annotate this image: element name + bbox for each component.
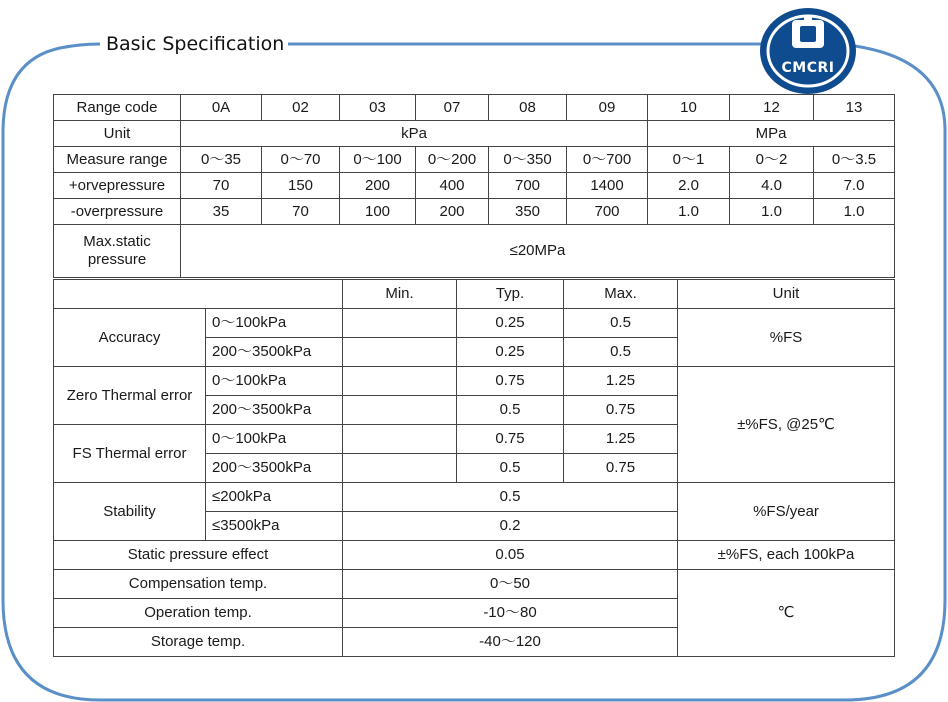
range-code-label: Range code <box>54 95 181 121</box>
fs-thermal-label: FS Thermal error <box>54 425 206 483</box>
measure-range-row <box>54 147 895 173</box>
stability-value: 0.2 <box>343 512 678 541</box>
header-max: Max. <box>564 280 678 309</box>
overpressure-minus-row <box>54 199 895 225</box>
code-cell: 09 <box>567 95 648 121</box>
min-cell <box>343 425 457 454</box>
unit-mpa: MPa <box>648 121 895 147</box>
accuracy-label: Accuracy <box>54 309 206 367</box>
temp-unit: ℃ <box>678 570 895 657</box>
spec-header-row <box>54 280 895 309</box>
typ-cell: 0.75 <box>457 367 564 396</box>
measure-label: Measure range <box>54 147 181 173</box>
max-cell: 0.75 <box>564 396 678 425</box>
spec-table <box>53 279 895 657</box>
measure-cell: 0～1 <box>648 147 730 173</box>
static-effect-row <box>54 541 895 570</box>
minus-cell: 700 <box>567 199 648 225</box>
plus-cell: 200 <box>340 173 416 199</box>
plus-cell: 7.0 <box>814 173 895 199</box>
minus-cell: 350 <box>489 199 567 225</box>
minus-cell: 200 <box>416 199 489 225</box>
max-static-row <box>54 225 895 278</box>
header-min: Min. <box>343 280 457 309</box>
min-cell <box>343 396 457 425</box>
max-cell: 0.5 <box>564 309 678 338</box>
operation-value: -10～80 <box>343 599 678 628</box>
measure-cell: 0～200 <box>416 147 489 173</box>
plus-cell: 150 <box>262 173 340 199</box>
minus-label: -overpressure <box>54 199 181 225</box>
range-cell: 200～3500kPa <box>206 338 343 367</box>
accuracy-row <box>54 309 895 338</box>
measure-cell: 0～350 <box>489 147 567 173</box>
code-cell: 12 <box>730 95 814 121</box>
typ-cell: 0.5 <box>457 454 564 483</box>
zero-thermal-label: Zero Thermal error <box>54 367 206 425</box>
stability-row <box>54 483 895 512</box>
stability-value: 0.5 <box>343 483 678 512</box>
min-cell <box>343 338 457 367</box>
range-cell: 0～100kPa <box>206 367 343 396</box>
unit-label: Unit <box>54 121 181 147</box>
thermal-unit: ±%FS, @25℃ <box>678 367 895 483</box>
measure-cell: 0～700 <box>567 147 648 173</box>
plus-label: +orvepressure <box>54 173 181 199</box>
stability-label: Stability <box>54 483 206 541</box>
storage-value: -40～120 <box>343 628 678 657</box>
range-cell: 200～3500kPa <box>206 396 343 425</box>
stability-unit: %FS/year <box>678 483 895 541</box>
code-cell: 13 <box>814 95 895 121</box>
plus-cell: 1400 <box>567 173 648 199</box>
minus-cell: 70 <box>262 199 340 225</box>
logo-text: CMCRI <box>781 60 835 76</box>
min-cell <box>343 309 457 338</box>
minus-cell: 1.0 <box>814 199 895 225</box>
plus-cell: 2.0 <box>648 173 730 199</box>
operation-label: Operation temp. <box>54 599 343 628</box>
plus-cell: 400 <box>416 173 489 199</box>
max-static-label: Max.static pressure <box>54 225 181 278</box>
compensation-row <box>54 570 895 599</box>
code-cell: 10 <box>648 95 730 121</box>
min-cell <box>343 454 457 483</box>
range-cell: ≤3500kPa <box>206 512 343 541</box>
unit-row <box>54 121 895 147</box>
minus-cell: 1.0 <box>730 199 814 225</box>
plus-cell: 4.0 <box>730 173 814 199</box>
plus-cell: 700 <box>489 173 567 199</box>
zero-thermal-row <box>54 367 895 396</box>
measure-cell: 0～70 <box>262 147 340 173</box>
range-cell: 200～3500kPa <box>206 454 343 483</box>
max-cell: 1.25 <box>564 425 678 454</box>
code-cell: 07 <box>416 95 489 121</box>
minus-cell: 1.0 <box>648 199 730 225</box>
code-cell: 02 <box>262 95 340 121</box>
max-cell: 0.5 <box>564 338 678 367</box>
range-cell: 0～100kPa <box>206 309 343 338</box>
max-cell: 1.25 <box>564 367 678 396</box>
code-cell: 0A <box>181 95 262 121</box>
range-code-row <box>54 95 895 121</box>
overpressure-plus-row <box>54 173 895 199</box>
header-typ: Typ. <box>457 280 564 309</box>
minus-cell: 35 <box>181 199 262 225</box>
code-cell: 08 <box>489 95 567 121</box>
max-static-value: ≤20MPa <box>181 225 895 278</box>
measure-cell: 0～3.5 <box>814 147 895 173</box>
header-unit: Unit <box>678 280 895 309</box>
range-cell: ≤200kPa <box>206 483 343 512</box>
logo <box>758 6 858 96</box>
measure-cell: 0～35 <box>181 147 262 173</box>
range-table <box>53 94 895 278</box>
static-effect-value: 0.05 <box>343 541 678 570</box>
typ-cell: 0.25 <box>457 309 564 338</box>
minus-cell: 100 <box>340 199 416 225</box>
spec-header-blank <box>54 280 343 309</box>
unit-kpa: kPa <box>181 121 648 147</box>
code-cell: 03 <box>340 95 416 121</box>
measure-cell: 0～100 <box>340 147 416 173</box>
plus-cell: 70 <box>181 173 262 199</box>
page-title: Basic Specification <box>102 33 288 55</box>
compensation-value: 0～50 <box>343 570 678 599</box>
measure-cell: 0～2 <box>730 147 814 173</box>
typ-cell: 0.75 <box>457 425 564 454</box>
static-effect-unit: ±%FS, each 100kPa <box>678 541 895 570</box>
static-effect-label: Static pressure effect <box>54 541 343 570</box>
typ-cell: 0.5 <box>457 396 564 425</box>
accuracy-unit: %FS <box>678 309 895 367</box>
range-cell: 0～100kPa <box>206 425 343 454</box>
max-cell: 0.75 <box>564 454 678 483</box>
min-cell <box>343 367 457 396</box>
storage-label: Storage temp. <box>54 628 343 657</box>
compensation-label: Compensation temp. <box>54 570 343 599</box>
typ-cell: 0.25 <box>457 338 564 367</box>
